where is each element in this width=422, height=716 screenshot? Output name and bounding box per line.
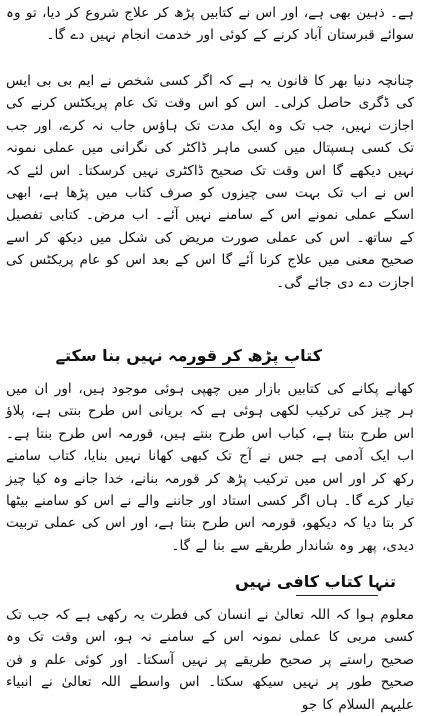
paragraph-cooking-example: کھانے پکانے کی کتابیں بازار میں چھپی ہوئی موجود ہیں، اور ان میں ہر چیز کی ترکیب لکھی ہوئی ہے کہ بریانی اس طرح بنتی ہے، پلاؤ اس طرح بنتا ہے، کباب اس طرح بنتے ہیں، قورمہ اس طرح بنتا ہے۔ اب ایک آدمی ہے جس نے آج تک کبھی کھانا نہیں بنایا، کتاب سامنے رکھ کر اور اس میں ترکیب پڑھ کر قورمہ بنانے، خدا جانے وہ کیا چیز تیار کرے گا۔ ہاں اگر کسی استاد اور جاننے والے نے اس کو سامنے بیٹھا کر بتا دیا کہ دیکھو، قورمہ اس طرح بنتا ہے، اور اس کی عملی تربیت دیدی، پھر وہ شاندار طریقے سے بنا لے گا۔ — [6, 381, 414, 554]
heading-underline — [183, 367, 295, 368]
paragraph-medical-example: چنانچہ دنیا بھر کا قانون یہ ہے کہ اگر کسی شخص نے ایم بی بی ایس کی ڈگری حاصل کرلی۔ اس کو اس وقت تک عام پریکٹس کرنے کی اجازت نہیں، جب تک وہ ایک مدت تک ہاؤس جاب نہ کرے، اور جب تک کسی ہسپتال میں کسی ماہر ڈاکٹر کی نگرانی میں عملی نمونہ نہیں دیکھے گا اس وقت تک صحیح ڈاکٹری نہیں کرسکتا۔ اس لئے کہ اس نے اب تک بہت سی چیزوں کو صرف کتاب میں پڑھا ہے، ابھی اسکے عملی نمونے اس کے سامنے نہیں آئے۔ اب مرض۔ کتابی تفصیل کے ساتھ۔ اس کی عملی صورت مریض کی شکل میں دیکھ کر اسے صحیح معنی میں علاج کرنا آئے گا اس کے بعد اس کو عام پریکٹس کی اجازت دے دی جائے گی۔ — [6, 73, 414, 291]
heading-underline — [296, 595, 378, 596]
section-heading-book-not-enough: تنہا کتاب کافی نہیں — [235, 572, 396, 591]
section-heading-qorma: کتاب پڑھ کر قورمہ نہیں بنا سکتے — [55, 346, 322, 365]
paragraph-intro: ہے۔ ذہین بھی ہے، اور اس نے کتابیں پڑھ کر علاج شروع کر دیا، تو وہ سوائے قبرستان آباد کرنے کے کوئی اور خدمت انجام نہیں دے گا۔ — [6, 5, 414, 44]
paragraph-conclusion: معلوم ہوا کہ اللہ تعالیٰ نے انسان کی فطرت یہ رکھی ہے کہ جب تک کسی مربی کا عملی نمونہ اس کے سامنے نہ ہو، اس وقت تک وہ صحیح راستے پر صحیح طریقے پر نہیں آسکتا۔ اور کوئی علم و فن صحیح طور پر نہیں سیکھ سکتا۔ اس واسطے اللہ تعالیٰ نے انبیاء علیہم السلام کا جو — [6, 607, 414, 713]
